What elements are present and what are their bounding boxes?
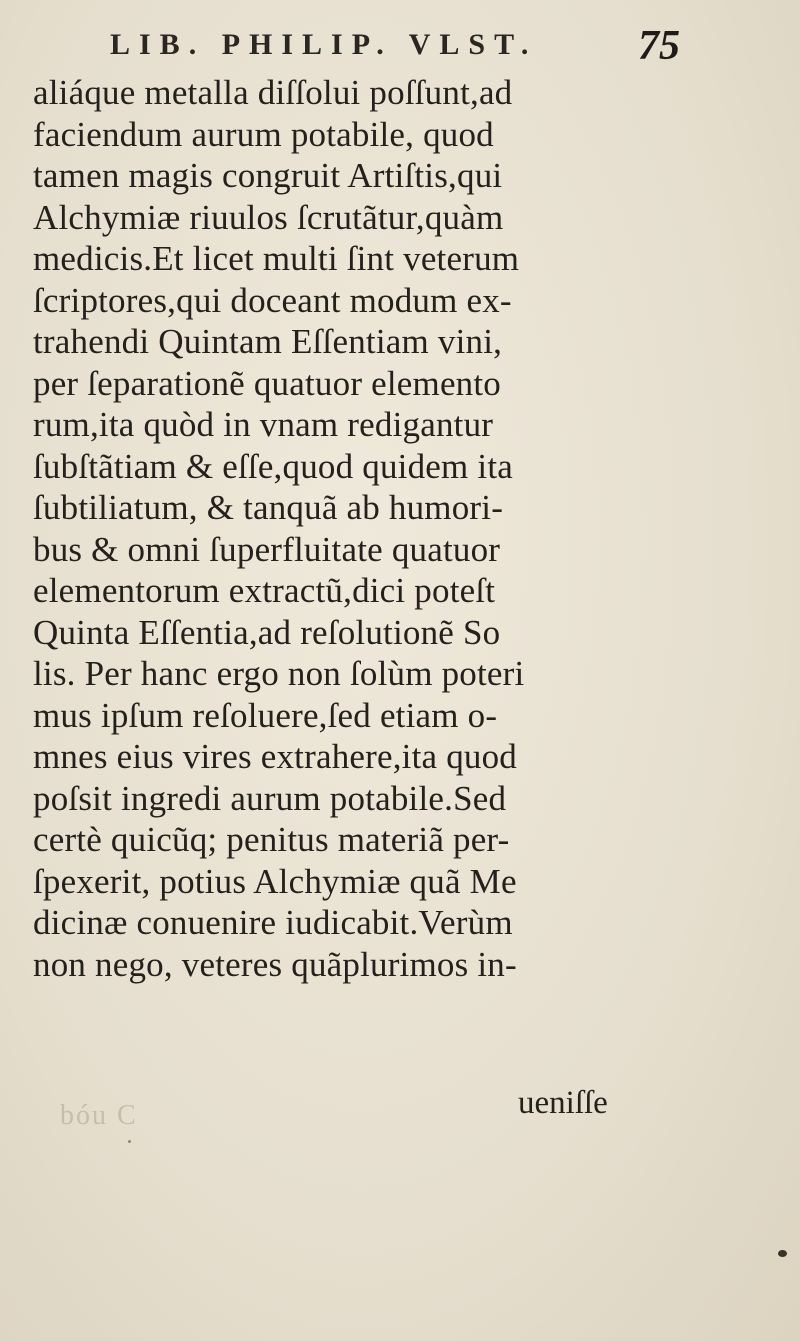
ink-speck — [128, 1140, 131, 1143]
page-number: 75 — [638, 23, 680, 69]
text-line: dicinæ conuenire iudicabit.Verùm — [33, 903, 513, 942]
text-line: certè quicũq; penitus materiã per- — [33, 820, 510, 859]
text-line: ſcriptores,qui doceant modum ex- — [33, 280, 512, 320]
text-line: poſsit ingredi aurum potabile.Sed — [33, 778, 507, 818]
text-line: ſubſtãtiam & eſſe,quod quidem ita — [33, 446, 513, 486]
text-line: non nego, veteres quãplurimos in- — [33, 944, 517, 984]
running-head — [110, 22, 680, 72]
text-line: bus & omni ſuperfluitate quatuor — [33, 529, 501, 569]
text-line: rum,ita quòd in vnam redigantur — [33, 405, 494, 444]
text-line: faciendum aurum potabile, quod — [33, 114, 494, 154]
text-line: lis. Per hanc ergo non ſolùm poteri — [33, 654, 525, 693]
text-line: medicis.Et licet multi ſint veterum — [33, 239, 520, 278]
body-text — [33, 72, 643, 985]
text-line: ſubtiliatum, & tanquã ab humori- — [33, 488, 504, 527]
catchword: ueniſſe — [518, 1085, 608, 1121]
text-line: mnes eius vires extrahere,ita quod — [33, 737, 517, 776]
ink-speck — [778, 1250, 787, 1257]
text-line: per ſeparationẽ quatuor elemento — [33, 363, 501, 403]
text-line: elementorum extractũ,dici poteſt — [33, 571, 496, 610]
show-through-text: bóu C — [60, 1100, 138, 1131]
text-line: trahendi Quintam Eſſentiam vini, — [33, 322, 503, 361]
text-line: Quinta Eſſentia,ad reſolutionẽ So — [33, 612, 501, 652]
text-line: ſpexerit, potius Alchymiæ quã Me — [33, 861, 517, 901]
text-line: mus ipſum reſoluere,ſed etiam o- — [33, 695, 498, 735]
running-title: LIB. PHILIP. VLST. — [110, 28, 538, 61]
text-line: tamen magis congruit Artiſtis,qui — [33, 156, 503, 195]
text-line: aliáque metalla diſſolui poſſunt,ad — [33, 73, 513, 112]
text-line: Alchymiæ riuulos ſcrutãtur,quàm — [33, 197, 504, 237]
